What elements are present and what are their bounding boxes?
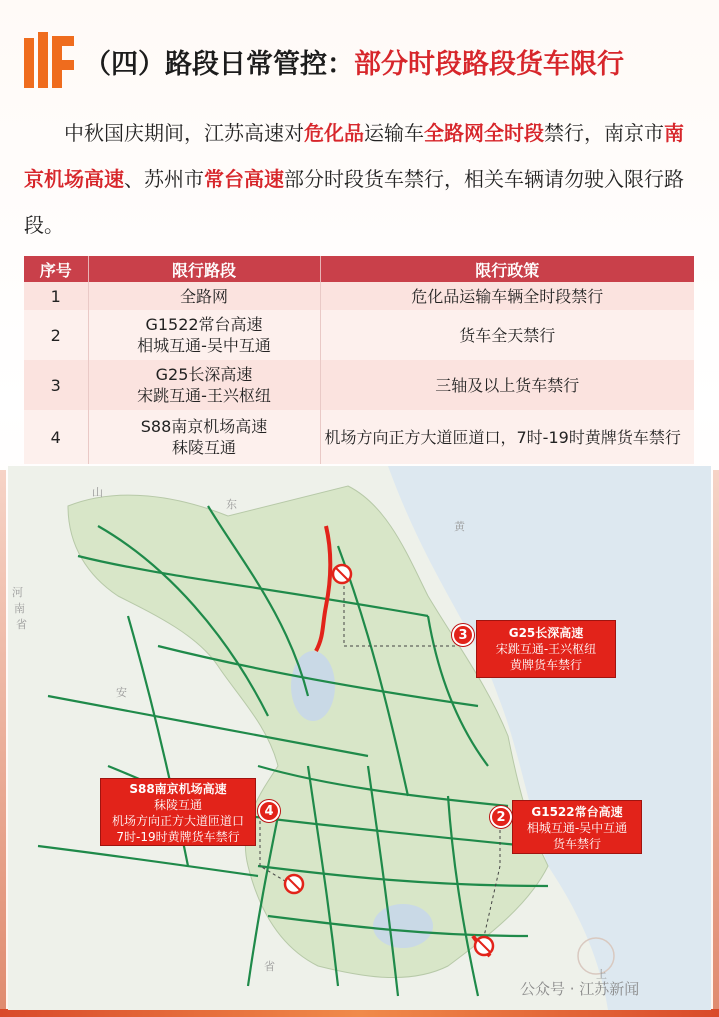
restriction-table [24, 256, 694, 464]
cell-no: 4 [24, 410, 88, 464]
callout-number-badge: 4 [258, 800, 280, 822]
intro-highlight: 危化品 [304, 121, 364, 145]
decorative-side-bar-left [0, 470, 6, 1017]
intro-highlight: 常台高速 [204, 167, 284, 191]
intro-text: 、苏州市 [124, 167, 204, 191]
intro-text: 部分时段货车禁行，相关车辆请勿驶入限行路段。 [24, 167, 684, 237]
callout-g1522 [512, 800, 642, 854]
no-truck-icon [475, 937, 493, 955]
map-label: 河 [12, 586, 23, 599]
road-line: G25长深高速 [155, 365, 253, 384]
cell-policy: 危化品运输车辆全时段禁行 [320, 282, 694, 310]
map-label: 安 [116, 686, 127, 699]
callout-line: 宋跳互通-王兴枢纽 [495, 642, 597, 656]
cell-policy: 机场方向正方大道匝道口，7时-19时黄牌货车禁行 [320, 410, 694, 464]
table-row [24, 310, 694, 360]
road-line: 秣陵互通 [171, 438, 236, 457]
map-label: 山 [92, 486, 103, 499]
callout-line: 货车禁行 [552, 837, 601, 851]
road-line: 宋跳互通-王兴枢纽 [137, 386, 271, 405]
map-label: 南 [14, 602, 25, 615]
cell-road [88, 410, 320, 464]
road-line: G1522常台高速 [145, 315, 263, 334]
road-line: 相城互通-吴中互通 [137, 336, 271, 355]
section-logo-icon [22, 30, 78, 92]
table-header-row [24, 256, 694, 282]
callout-line: 秣陵互通 [153, 798, 202, 812]
cell-no: 3 [24, 360, 88, 410]
cell-policy: 三轴及以上货车禁行 [320, 360, 694, 410]
callout-s88 [100, 778, 256, 846]
cell-road [88, 282, 320, 310]
watermark-text: 公众号 · 江苏新闻 [520, 980, 640, 998]
header-policy: 限行政策 [320, 256, 694, 282]
header-road: 限行路段 [88, 256, 320, 282]
callout-line: G25长深高速 [508, 626, 584, 640]
map-label: 省 [16, 618, 27, 631]
intro-text: 南京市 [604, 121, 664, 145]
callout-line: 黄牌货车禁行 [509, 658, 582, 672]
road-line: 全路网 [179, 286, 228, 306]
table-row [24, 410, 694, 464]
map-label: 上 [596, 968, 607, 981]
cell-road [88, 360, 320, 410]
callout-line: 7时-19时黄牌货车禁行 [116, 830, 240, 844]
callout-g25 [476, 620, 616, 678]
callout-number-badge: 2 [490, 806, 512, 828]
intro-text: 禁行， [544, 121, 604, 145]
no-truck-icon [333, 565, 351, 583]
cell-no: 2 [24, 310, 88, 360]
callout-line: G1522常台高速 [531, 805, 623, 819]
intro-highlight: 南京机场高速 [24, 121, 684, 191]
title-prefix: （四）路段日常管控： [84, 49, 354, 80]
map-label: 黄 [454, 520, 465, 533]
map [8, 466, 711, 1010]
title-highlight: 部分时段路段货车限行 [354, 49, 624, 80]
callout-line: S88南京机场高速 [129, 782, 227, 796]
intro-text: 运输车 [364, 121, 424, 145]
callout-line: 机场方向正方大道匝道口 [111, 814, 244, 828]
table-row [24, 360, 694, 410]
map-label: 东 [226, 498, 237, 511]
header [22, 30, 702, 92]
intro-highlight: 全路网全时段 [424, 121, 544, 145]
road-line: S88南京机场高速 [140, 417, 268, 436]
lake [373, 904, 433, 948]
decorative-bottom-bar [0, 1009, 719, 1017]
cell-road [88, 310, 320, 360]
no-truck-icon [285, 875, 303, 893]
map-label: 省 [264, 960, 275, 973]
intro-text: 中秋国庆期间，江苏高速对 [64, 121, 304, 145]
cell-no: 1 [24, 282, 88, 310]
page-title [84, 42, 624, 81]
cell-policy: 货车全天禁行 [320, 310, 694, 360]
header-no: 序号 [24, 256, 88, 282]
decorative-side-bar-right [713, 470, 719, 1017]
map-graphic [8, 466, 711, 1010]
callout-line: 相城互通-吴中互通 [526, 821, 628, 835]
table-row [24, 282, 694, 310]
callout-number-badge: 3 [452, 624, 474, 646]
intro-paragraph [24, 110, 696, 248]
